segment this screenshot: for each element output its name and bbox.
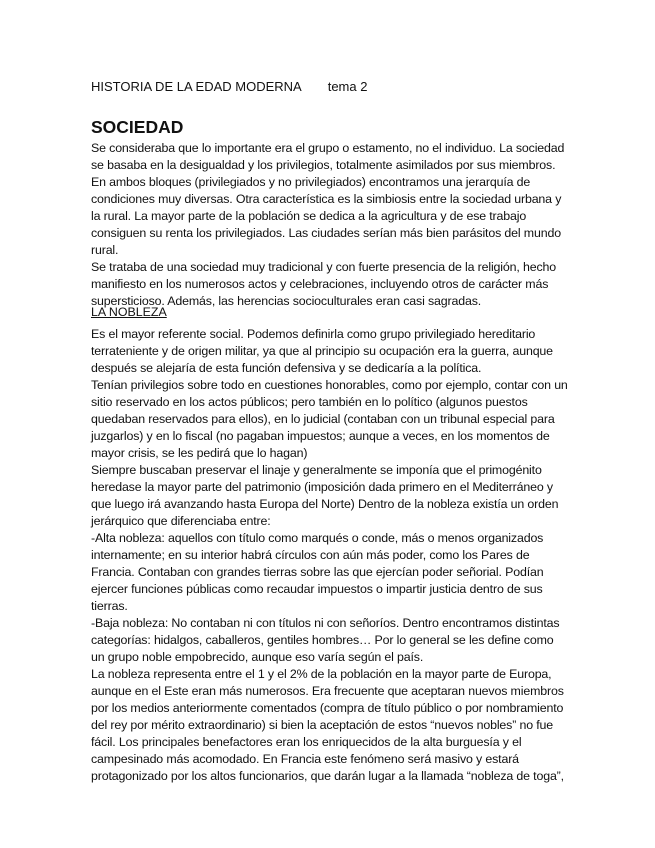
intro-paragraph: Se trataba de una sociedad muy tradicional y con fuerte presencia de la religión, hecho manifiesto en los numerosos actos y celebraciones, incluyendo otros de carácter más supersticioso. Además, las herencias socioculturales eran casi sagradas. [91, 260, 556, 308]
page-title: SOCIEDAD [91, 117, 184, 137]
topic-label: tema 2 [327, 79, 368, 94]
nobleza-paragraph: -Baja nobleza: No contaban ni con títulos ni con señoríos. Dentro encontramos distintas categorías: hidalgos, caballeros, gentiles hombres… Por lo general se les define como un grupo noble empobrecido, aunque eso varía según el país. [91, 616, 560, 664]
nobleza-paragraph: Tenían privilegios sobre todo en cuestiones honorables, como por ejemplo, contar con un sitio reservado en los actos públicos; pero también en lo político (algunos puestos quedaban reservados para ellos), en lo judicial (contaban con un tribunal especial para juzgarlos) y en lo fiscal (no pagaban impuestos; aunque a veces, en los momentos de mayor crisis, se les pedirá que lo hagan) [91, 378, 568, 460]
nobleza-section [91, 326, 569, 785]
nobleza-paragraph: Siempre buscaban preservar el linaje y generalmente se imponía que el primogénito heredase la mayor parte del patrimonio (imposición dada primero en el Mediterráneo y que luego irá avanzando hasta Europa del Norte) Dentro de la nobleza existía un orden jerárquico que diferenciaba entre: [91, 463, 559, 528]
intro-section [91, 140, 569, 310]
intro-paragraph: Se consideraba que lo importante era el grupo o estamento, no el individuo. La sociedad se basaba en la desigualdad y los privilegios, totalmente asimilados por sus miembros. En ambos bloques (privilegiados y no privilegiados) encontramos una jerarquía de condiciones muy diversas. Otra característica es la simbiosis entre la sociedad urbana y la rural. La mayor parte de la población se dedica a la agricultura y de ese trabajo consiguen su renta los privilegiados. Las ciudades serían más bien parásitos del mundo rural. [91, 141, 565, 257]
subject-label: HISTORIA DE LA EDAD MODERNA [91, 79, 302, 94]
nobleza-paragraph: Es el mayor referente social. Podemos definirla como grupo privilegiado hereditario terrateniente y de origen militar, ya que al principio su ocupación era la guerra, aunque después se alejaría de esta función defensiva y se dedicaría a la política. [91, 327, 553, 375]
nobleza-paragraph: -Alta nobleza: aquellos con título como marqués o conde, más o menos organizados internamente; en su interior habrá círculos con aún más poder, como los Pares de Francia. Contaban con grandes tierras sobre las que ejercían poder señorial. Podían ejercer funciones públicas como recaudar impuestos o impartir justicia dentro de sus tierras. [91, 531, 544, 613]
page-header [91, 79, 367, 95]
section-heading-nobleza: LA NOBLEZA [91, 305, 167, 319]
nobleza-paragraph: La nobleza representa entre el 1 y el 2% de la población en la mayor parte de Europa, aunque en el Este eran más numerosos. Era frecuente que aceptaran nuevos miembros por los medios anteriormente comentados (compra de título público o por nombramiento del rey por mérito extraordinario) si bien la aceptación de estos “nuevos nobles” no fue fácil. Los principales benefactores eran los enriquecidos de la alta burguesía y el campesinado más acomodado. En Francia este fenómeno será masivo y estará protagonizado por los altos funcionarios, que darán lugar a la llamada “nobleza de toga”, [91, 667, 564, 783]
